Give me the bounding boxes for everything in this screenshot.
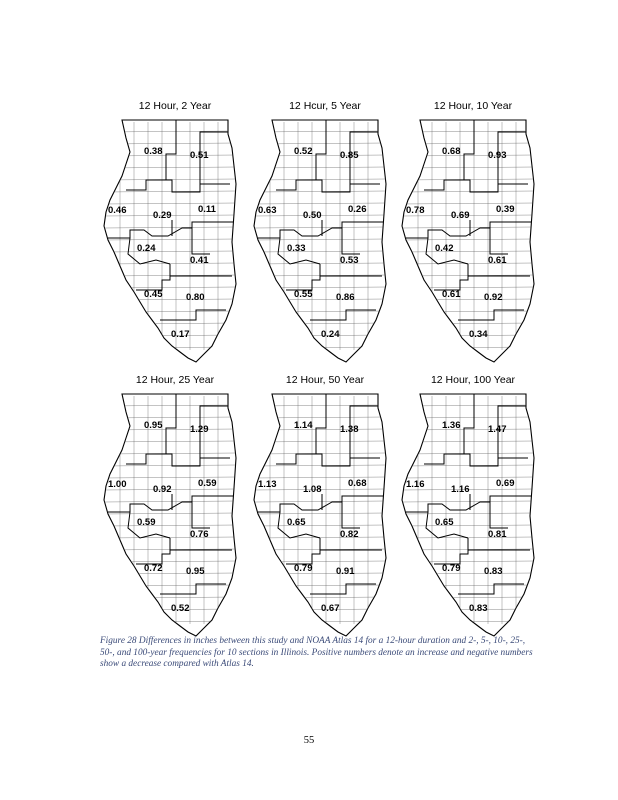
section-value: 0.50 xyxy=(303,210,322,221)
section-value: 0.52 xyxy=(294,146,313,157)
section-value: 0.81 xyxy=(488,529,507,540)
section-value: 0.42 xyxy=(435,243,454,254)
illinois-map xyxy=(398,114,538,364)
section-value: 0.79 xyxy=(294,563,313,574)
section-value: 0.80 xyxy=(186,292,205,303)
section-value: 0.85 xyxy=(340,150,359,161)
section-value: 0.69 xyxy=(451,210,470,221)
illinois-map xyxy=(100,388,240,638)
panel-title: 12 Hour, 100 Year xyxy=(430,374,516,386)
panel-title: 12 Hour, 25 Year xyxy=(135,374,215,386)
section-value: 1.16 xyxy=(451,484,470,495)
section-value: 0.68 xyxy=(348,478,367,489)
section-value: 0.55 xyxy=(294,289,313,300)
state-outline xyxy=(254,120,386,362)
section-value: 1.29 xyxy=(190,424,209,435)
section-value: 0.61 xyxy=(442,289,461,300)
section-value: 1.47 xyxy=(488,424,507,435)
section-value: 0.38 xyxy=(144,146,163,157)
section-value: 0.24 xyxy=(321,329,340,340)
state-outline xyxy=(104,120,236,362)
section-value: 0.26 xyxy=(348,204,367,215)
section-value: 0.92 xyxy=(153,484,172,495)
section-value: 1.38 xyxy=(340,424,359,435)
map-panel-3 xyxy=(398,100,548,360)
map-panel-6 xyxy=(398,374,548,634)
figure-caption: Figure 28 Differences in inches between this study and NOAA Atlas 14 for a 12-hour duration and 2-, 5-, 10-, 25-, 50-, and 100-year frequencies for 10 sections in Illinois. Positive numbers denote an increase and negative numbers show a decrease compared with Atlas 14. xyxy=(100,636,533,669)
section-value: 0.72 xyxy=(144,563,163,574)
section-value: 0.76 xyxy=(190,529,209,540)
section-value: 1.14 xyxy=(294,420,313,431)
section-value: 0.83 xyxy=(484,566,503,577)
state-outline xyxy=(402,394,534,636)
panel-title: 12 Hour, 10 Year xyxy=(433,100,513,112)
section-value: 0.39 xyxy=(496,204,515,215)
illinois-map xyxy=(250,114,390,364)
section-value: 1.08 xyxy=(303,484,322,495)
section-value: 1.36 xyxy=(442,420,461,431)
section-value: 0.63 xyxy=(258,205,277,216)
section-value: 0.53 xyxy=(340,255,359,266)
section-value: 0.83 xyxy=(469,603,488,614)
section-value: 0.46 xyxy=(108,205,127,216)
section-value: 0.82 xyxy=(340,529,359,540)
section-value: 0.95 xyxy=(144,420,163,431)
section-value: 0.78 xyxy=(406,205,425,216)
section-value: 0.65 xyxy=(287,517,306,528)
illinois-map xyxy=(398,388,538,638)
section-value: 0.68 xyxy=(442,146,461,157)
page-number: 55 xyxy=(303,735,315,746)
section-value: 0.45 xyxy=(144,289,163,300)
section-value: 1.16 xyxy=(406,479,425,490)
state-outline xyxy=(104,394,236,636)
section-value: 0.65 xyxy=(435,517,454,528)
section-value: 0.33 xyxy=(287,243,306,254)
section-value: 0.69 xyxy=(496,478,515,489)
section-value: 0.93 xyxy=(488,150,507,161)
map-panel-5 xyxy=(250,374,400,634)
illinois-map xyxy=(250,388,390,638)
section-value: 0.91 xyxy=(336,566,355,577)
section-value: 0.61 xyxy=(488,255,507,266)
state-outline xyxy=(254,394,386,636)
section-value: 0.59 xyxy=(137,517,156,528)
section-value: 0.34 xyxy=(469,329,488,340)
panel-title: 12 Hcur, 5 Year xyxy=(289,100,361,112)
panel-title: 12 Hour, 50 Year xyxy=(285,374,365,386)
section-value: 0.51 xyxy=(190,150,209,161)
map-panel-2 xyxy=(250,100,400,360)
section-value: 0.67 xyxy=(321,603,340,614)
panel-title: 12 Hour, 2 Year xyxy=(138,100,212,112)
map-panel-1 xyxy=(100,100,250,360)
section-value: 0.11 xyxy=(198,204,216,215)
section-value: 1.13 xyxy=(258,479,277,490)
section-value: 0.24 xyxy=(137,243,156,254)
section-value: 0.86 xyxy=(336,292,355,303)
section-value: 0.52 xyxy=(171,603,190,614)
section-value: 0.17 xyxy=(171,329,190,340)
section-value: 0.29 xyxy=(153,210,172,221)
section-value: 0.59 xyxy=(198,478,217,489)
state-outline xyxy=(402,120,534,362)
section-value: 0.41 xyxy=(190,255,209,266)
section-value: 1.00 xyxy=(108,479,127,490)
map-panel-4 xyxy=(100,374,250,634)
section-value: 0.92 xyxy=(484,292,503,303)
section-value: 0.79 xyxy=(442,563,461,574)
section-value: 0.95 xyxy=(186,566,205,577)
illinois-map xyxy=(100,114,240,364)
